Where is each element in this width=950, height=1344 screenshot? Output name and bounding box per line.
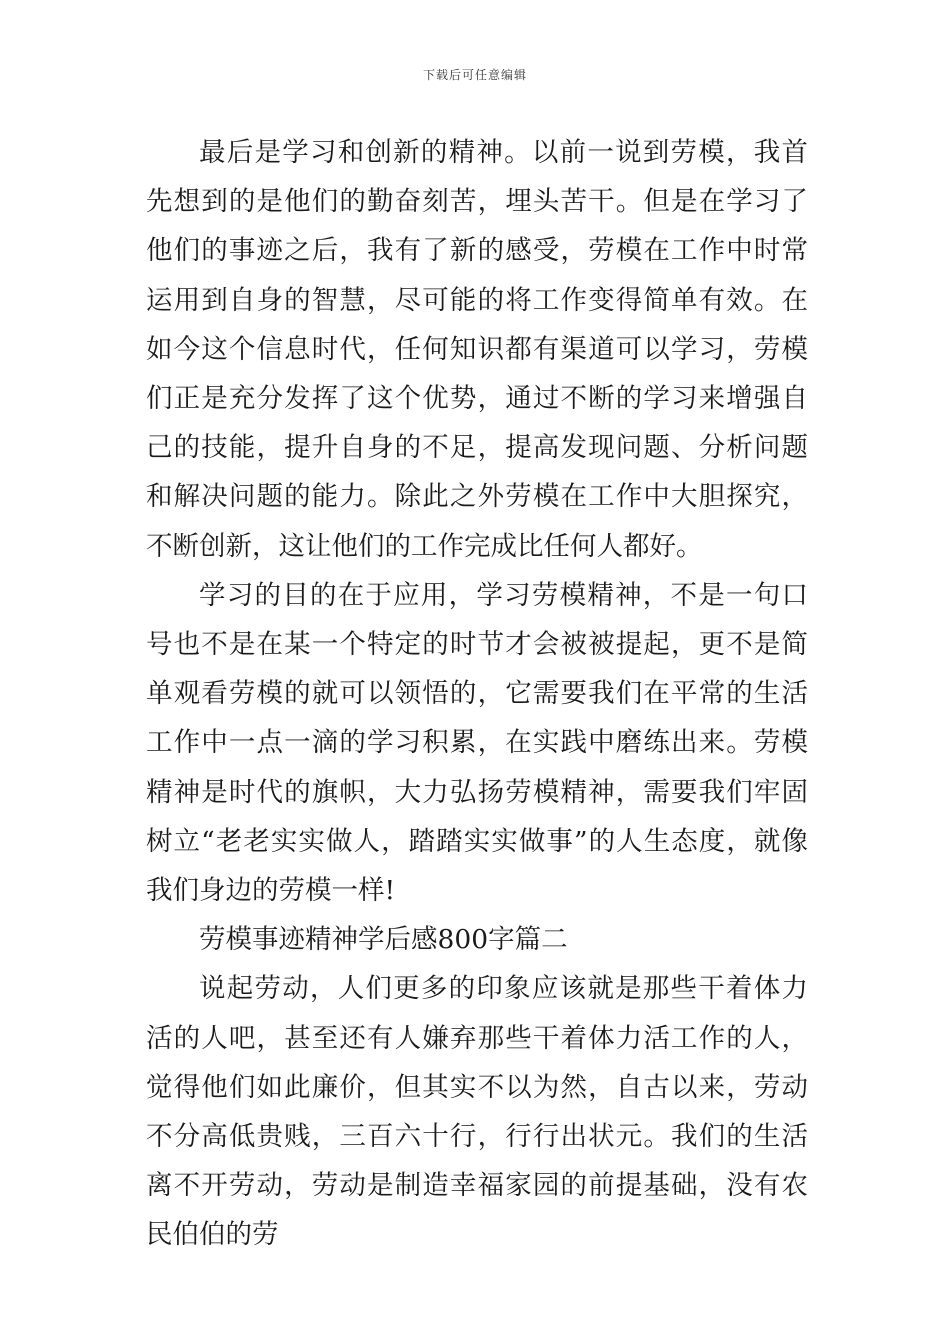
section-heading: 劳模事迹精神学后感800字篇二 — [199, 924, 568, 956]
paragraph-apply-learning: 学习的目的在于应用，学习劳模精神，不是一句口号也不是在某一个特定的时节才会被被提起，更不是简单观看劳模的就可以领悟的，它需要我们在平常的生活工作中一点一滴的学习积累，在实践中磨练出来。劳模精神是时代的旗帜，大力弘扬劳模精神，需要我们牢固树立“老老实实做人，踏踏实实做事”的人生态度，就像我们身边的劳模一样! — [146, 579, 808, 907]
page-header: 下载后可任意编辑 — [422, 68, 527, 82]
document-body — [146, 128, 808, 1260]
paragraph-learning-innovation: 最后是学习和创新的精神。以前一说到劳模，我首先想到的是他们的勤奋刻苦，埋头苦干。但是在学习了他们的事迹之后，我有了新的感受，劳模在工作中时常运用到自身的智慧，尽可能的将工作变得简单有效。在如今这个信息时代，任何知识都有渠道可以学习，劳模们正是充分发挥了这个优势，通过不断的学习来增强自己的技能，提升自身的不足，提高发现问题、分析问题和解决问题的能力。除此之外劳模在工作中大胆探究，不断创新，这让他们的工作完成比任何人都好。 — [146, 137, 808, 562]
paragraph-labor: 说起劳动，人们更多的印象应该就是那些干着体力活的人吧，甚至还有人嫌弃那些干着体力活工作的人，觉得他们如此廉价，但其实不以为然，自古以来，劳动不分高低贵贱，三百六十行，行行出状元。我们的生活离不开劳动，劳动是制造幸福家园的前提基础，没有农民伯伯的劳 — [146, 973, 808, 1251]
